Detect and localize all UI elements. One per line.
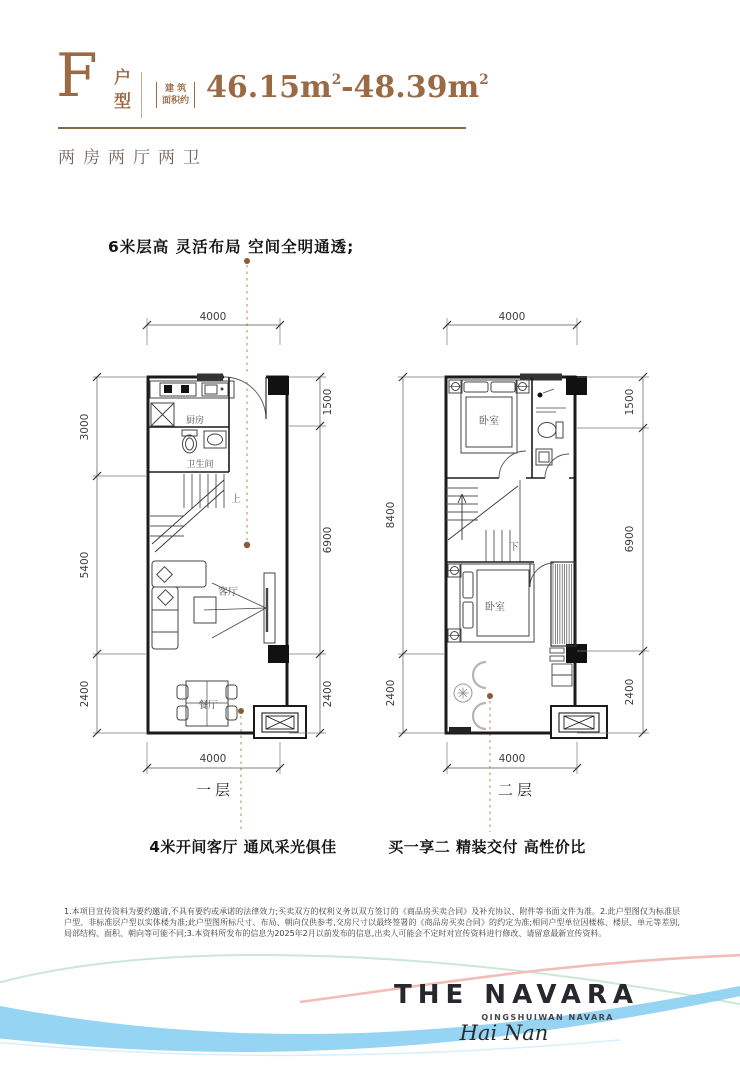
rooms-summary: 两房两厅两卫 <box>58 148 208 168</box>
header-rule <box>58 127 466 129</box>
dim-label-left: 3000 <box>79 413 91 441</box>
dim-label-right: 6900 <box>322 526 334 554</box>
shower-icon <box>538 393 543 398</box>
dim-label-left: 2400 <box>79 680 91 708</box>
sofa-icon <box>152 587 178 649</box>
column-icon <box>268 645 289 663</box>
stairs-label-down: 下 <box>509 542 519 553</box>
area-sup-2: 2 <box>479 71 489 88</box>
column-icon <box>566 376 587 395</box>
room-label-bedroom-upper: 卧室 <box>479 416 499 427</box>
plant-icon <box>458 688 469 699</box>
callout-leader-lines <box>241 265 490 832</box>
sofa-chaise <box>152 561 206 587</box>
bathroom-upper-area <box>536 389 566 465</box>
pillow-icon <box>464 382 488 392</box>
armchair-icon <box>473 662 486 688</box>
dim-label-right: 6900 <box>624 525 636 553</box>
dim-label-right: 2400 <box>624 678 636 706</box>
bedroom-door-arc <box>499 451 526 478</box>
washbasin-icon <box>536 449 552 465</box>
bottom-window <box>449 727 471 733</box>
stairs-up <box>150 474 224 552</box>
area-value-part1: 46.15m <box>206 70 332 105</box>
living-room-area <box>152 561 275 649</box>
floor-plans-drawing <box>0 250 740 840</box>
toilet-icon <box>538 423 556 438</box>
dim-label-top: 4000 <box>199 311 227 323</box>
entry-opening <box>224 372 266 381</box>
area-prefix-label <box>156 82 195 108</box>
dim-label-bottom: 4000 <box>199 753 227 765</box>
room-label-kitchen: 厨房 <box>185 416 205 426</box>
area-value-part2: -48.39m <box>341 70 480 105</box>
headline-callout: 6米层高 灵活布局 空间全明通透; <box>108 238 355 256</box>
unit-type-label: 户型 <box>110 68 130 116</box>
pillow-icon <box>157 567 173 583</box>
pillow-icon <box>491 382 515 392</box>
dim-label-right: 2400 <box>322 680 334 708</box>
pillow-icon <box>463 602 473 628</box>
bath-door-opening <box>545 474 569 482</box>
caption-first-floor: 4米开间客厅 通风采光俱佳 <box>149 838 337 856</box>
first-floor-plan <box>79 311 334 799</box>
room-label-bedroom-lower: 卧室 <box>485 602 505 613</box>
area-range-value <box>206 70 489 105</box>
room-label-dining: 餐厅 <box>198 700 218 711</box>
header-divider <box>141 72 142 118</box>
room-label-bathroom: 卫生间 <box>186 460 214 470</box>
room-label-living: 客厅 <box>218 587 238 598</box>
unit-type-letter: F <box>56 41 98 111</box>
kitchen-window <box>197 374 223 381</box>
brand-region: Hai Nan <box>459 1021 549 1045</box>
toilet-tank <box>556 422 563 438</box>
dim-label-right: 1500 <box>322 388 334 416</box>
dim-label-right: 1500 <box>624 388 636 416</box>
area-sup-1: 2 <box>331 71 342 88</box>
brand-logo: THE NAVARA <box>394 980 640 1010</box>
floor-label-second: 二层 <box>497 781 537 799</box>
brand-subtitle: QINGSHUIWAN NAVARA <box>481 1013 614 1022</box>
area-prefix-line2: 面积约 <box>162 96 190 106</box>
dim-label-left: 2400 <box>385 679 397 707</box>
caption-second-floor: 买一享二 精装交付 高性价比 <box>388 838 586 856</box>
pillow-icon <box>158 590 174 606</box>
dim-label-left: 8400 <box>385 501 397 529</box>
wardrobe-icon <box>551 562 576 646</box>
leisure-area <box>454 662 486 729</box>
decorative-waves <box>0 930 740 1090</box>
legal-disclaimer: 1.本项目宣传资料为要约邀请,不具有要约或承诺的法律效力;买卖双方的权利义务以双方签订的《商品房买卖合同》及补充协议、附件等书面文件为准。2.此户型图仅为标准层户型、非标准层户型以实体楼为准;此户型图所标尺寸、布局、朝向仅供参考,交房尺寸以最终签署的《商品房买卖合同》的约定为准;相同户型单位因楼栋、楼层、单元等差别,局部结构、面积、朝向等可能不同;3.本资料所发布的信息为2025年2月以前发布的信息,出卖人可能会不定时对宣传资料进行修改、请留意最新宣传资料。 <box>64 907 680 939</box>
bathroom-area <box>182 430 226 453</box>
dim-label-left: 5400 <box>79 551 91 579</box>
bedroom-door-opening <box>499 474 526 482</box>
dim-label-bottom: 4000 <box>498 753 526 765</box>
bath-window <box>520 374 562 381</box>
floor-label-first: 一层 <box>195 781 235 799</box>
second-floor-plan <box>385 311 649 799</box>
armchair-icon <box>473 703 486 729</box>
column-icon <box>268 376 289 395</box>
column-icon <box>566 644 587 663</box>
pillow-icon <box>463 572 473 598</box>
first-floor-outer-walls <box>148 377 287 733</box>
stairs-label-up: 上 <box>231 494 241 505</box>
area-prefix-line1: 建 筑 <box>164 84 187 94</box>
dim-label-top: 4000 <box>498 311 526 323</box>
